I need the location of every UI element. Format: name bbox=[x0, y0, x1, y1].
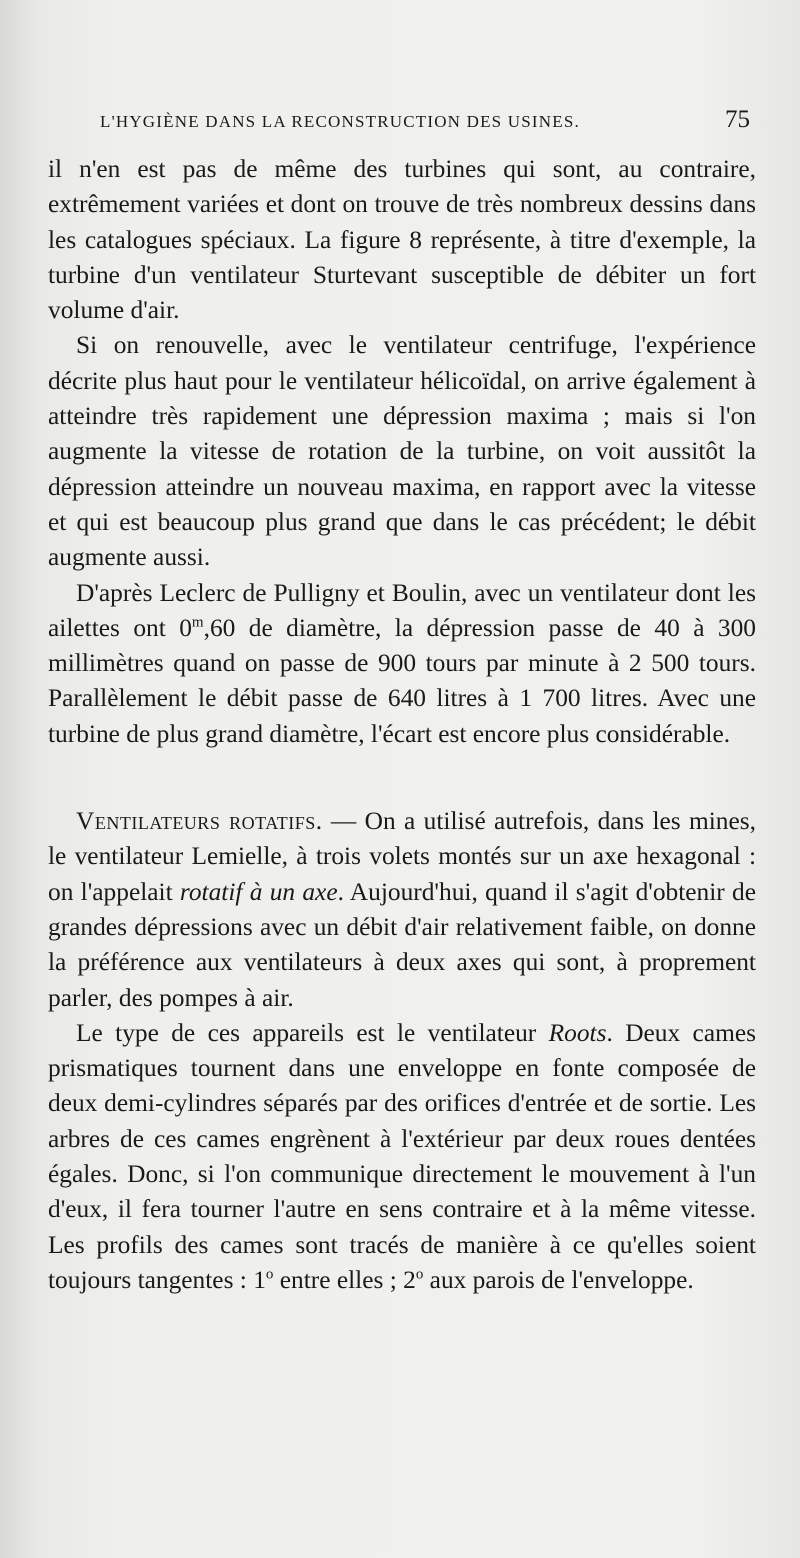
meter-superscript: m bbox=[191, 614, 204, 631]
paragraph-5-italic: Roots bbox=[548, 1018, 607, 1047]
paragraph-5-text-c: entre elles ; 2 bbox=[273, 1265, 416, 1294]
ordinal-superscript-1: o bbox=[265, 1266, 274, 1283]
paragraph-5-text-b: . Deux cames prismatiques tournent dans une enveloppe en fonte composée de deux demi-cylindres séparés par des orifices d'entrée et de sortie. Les arbres de ces cames engrènent à l'extérieur par deux roues dentées égales. Donc, si l'on communique directement le mouvement à l'un d'eux, il fera tourner l'autre en sens contraire et à la même vitesse. Les profils des cames sont tracés de manière à ce qu'elles soient toujours tangentes : 1 bbox=[48, 1018, 757, 1294]
paragraph-4-text-a: — On a utilisé autrefois, dans les mines, le ventilateur Lemielle, à trois volets montés sur un axe hexagonal : on l'appelait bbox=[48, 807, 756, 906]
paragraph-5-text-a: Le type de ces appareils est le ventilateur bbox=[76, 1018, 549, 1047]
paragraph-3-text-b: ,60 de diamètre, la dépression passe de 40 à 300 millimètres quand on passe de 900 tours par minute à 2 500 tours. Parallèlement le débit passe de 640 litres à 1 700 litres. Avec une turbine de plus grand diamètre, l'écart est encore plus considérable. bbox=[48, 613, 756, 748]
section-heading: Ventilateurs rotatifs. bbox=[76, 807, 323, 836]
paragraph-2 bbox=[48, 328, 756, 575]
paragraph-4-italic: rotatif à un axe bbox=[179, 877, 338, 906]
running-title: L'HYGIÈNE DANS LA RECONSTRUCTION DES USINES. bbox=[100, 112, 580, 131]
body-text bbox=[48, 152, 756, 1298]
paragraph-1 bbox=[48, 152, 756, 328]
paragraph-3-text-a: D'après Leclerc de Pulligny et Boulin, avec un ventilateur dont les ailettes ont 0 bbox=[48, 578, 756, 642]
paragraph-5-text-d: aux parois de l'enveloppe. bbox=[423, 1265, 694, 1294]
paragraph-5 bbox=[48, 1016, 756, 1298]
page-number: 75 bbox=[725, 106, 750, 133]
ordinal-superscript-2: o bbox=[415, 1266, 424, 1283]
paragraph-4-text-b: . Aujourd'hui, quand il s'agit d'obtenir de grandes dépressions avec un débit d'air relativement faible, on donne la préférence aux ventilateurs à deux axes qui sont, à proprement parler, des pompes à air. bbox=[48, 877, 756, 1012]
page-header bbox=[100, 106, 750, 146]
section-gap bbox=[48, 752, 756, 804]
paragraph-4 bbox=[48, 804, 756, 1016]
paragraph-1-text: il n'en est pas de même des turbines qui sont, au contraire, extrêmement variées et dont on trouve de très nombreux dessins dans les catalogues spéciaux. La figure 8 représente, à titre d'exemple, la turbine d'un ventilateur Sturtevant susceptible de débiter un fort volume d'air. bbox=[48, 155, 756, 325]
paragraph-2-text: Si on renouvelle, avec le ventilateur centrifuge, l'expérience décrite plus haut pour le ventilateur hélicoïdal, on arrive également à atteindre très rapidement une dépression maxima ; mais si l'on augmente la vitesse de rotation de la turbine, on voit aussitôt la dépression atteindre un nouveau maxima, en rapport avec la vitesse et qui est beaucoup plus grand que dans le cas précédent; le débit augmente aussi. bbox=[48, 331, 756, 572]
paragraph-3 bbox=[48, 576, 756, 752]
